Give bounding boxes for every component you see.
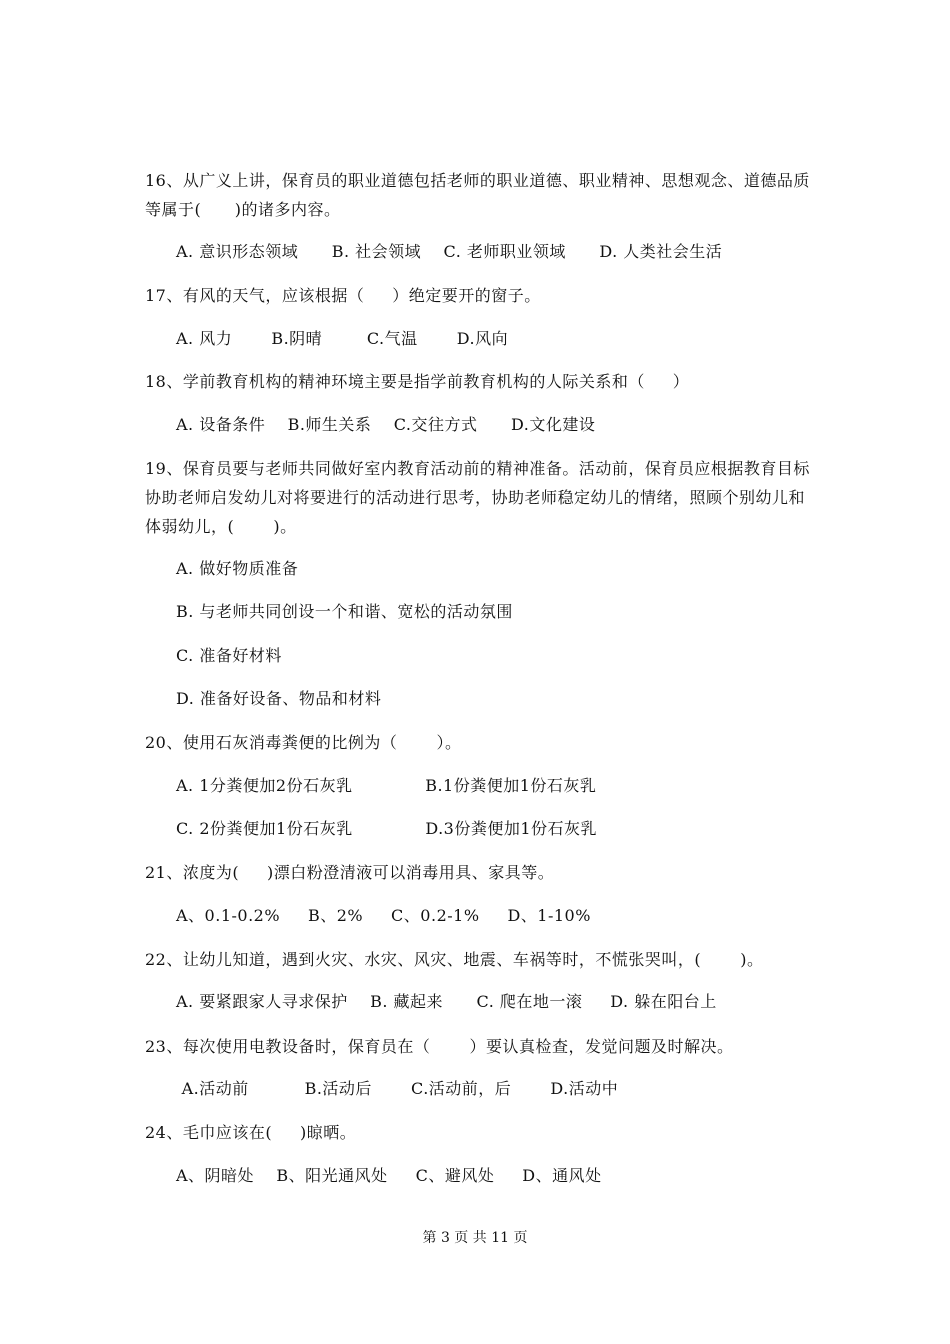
question-17-stem: 17、有风的天气，应该根据（ ）绝定要开的窗子。: [145, 286, 541, 305]
question-24-options: A、阴暗处 B、阳光通风处 C、避风处 D、通风处: [176, 1166, 602, 1185]
question-19-stem: 19、保育员要与老师共同做好室内教育活动前的精神准备。活动前，保育员应根据教育目标协助老师启发幼儿对将要进行的活动进行思考，协助老师稳定幼儿的情绪，照顾个别幼儿和体弱幼儿，( )。: [145, 459, 810, 536]
question-17-options: A. 风力 B.阴晴 C.气温 D.风向: [176, 329, 509, 348]
question-21-stem: 21、浓度为( )漂白粉澄清液可以消毒用具、家具等。: [145, 863, 555, 882]
question-18-options: A. 设备条件 B.师生关系 C.交往方式 D.文化建设: [176, 415, 596, 434]
question-21-options: A、0.1-0.2% B、2% C、0.2-1% D、1-10%: [176, 906, 591, 925]
question-23-options: A.活动前 B.活动后 C.活动前，后 D.活动中: [176, 1079, 619, 1098]
question-16-stem: 16、从广义上讲，保育员的职业道德包括老师的职业道德、职业精神、思想观念、道德品质等属于( )的诸多内容。: [145, 171, 810, 219]
question-19-option-b: B. 与老师共同创设一个和谐、宽松的活动氛围: [176, 602, 513, 621]
question-24-stem: 24、毛巾应该在( )晾晒。: [145, 1123, 357, 1142]
question-19-option-a: A. 做好物质准备: [176, 559, 299, 578]
question-20-options-cd: C. 2份粪便加1份石灰乳 D.3份粪便加1份石灰乳: [176, 819, 598, 838]
page-footer: 第 3 页 共 11 页: [422, 1230, 528, 1246]
question-20-options-ab: A. 1分粪便加2份石灰乳 B.1份粪便加1份石灰乳: [176, 776, 597, 795]
question-16-options: A. 意识形态领域 B. 社会领域 C. 老师职业领域 D. 人类社会生活: [176, 242, 723, 261]
question-22-stem: 22、让幼儿知道，遇到火灾、水灾、风灾、地震、车祸等时，不慌张哭叫，( )。: [145, 950, 764, 969]
question-20-stem: 20、使用石灰消毒粪便的比例为（ ）。: [145, 733, 462, 752]
question-19-option-d: D. 准备好设备、物品和材料: [176, 689, 382, 708]
question-22-options: A. 要紧跟家人寻求保护 B. 藏起来 C. 爬在地一滚 D. 躲在阳台上: [176, 992, 717, 1011]
question-23-stem: 23、每次使用电教设备时，保育员在（ ）要认真检查，发觉问题及时解决。: [145, 1037, 734, 1056]
question-19-option-c: C. 准备好材料: [176, 646, 282, 665]
question-18-stem: 18、学前教育机构的精神环境主要是指学前教育机构的人际关系和（ ）: [145, 372, 690, 391]
